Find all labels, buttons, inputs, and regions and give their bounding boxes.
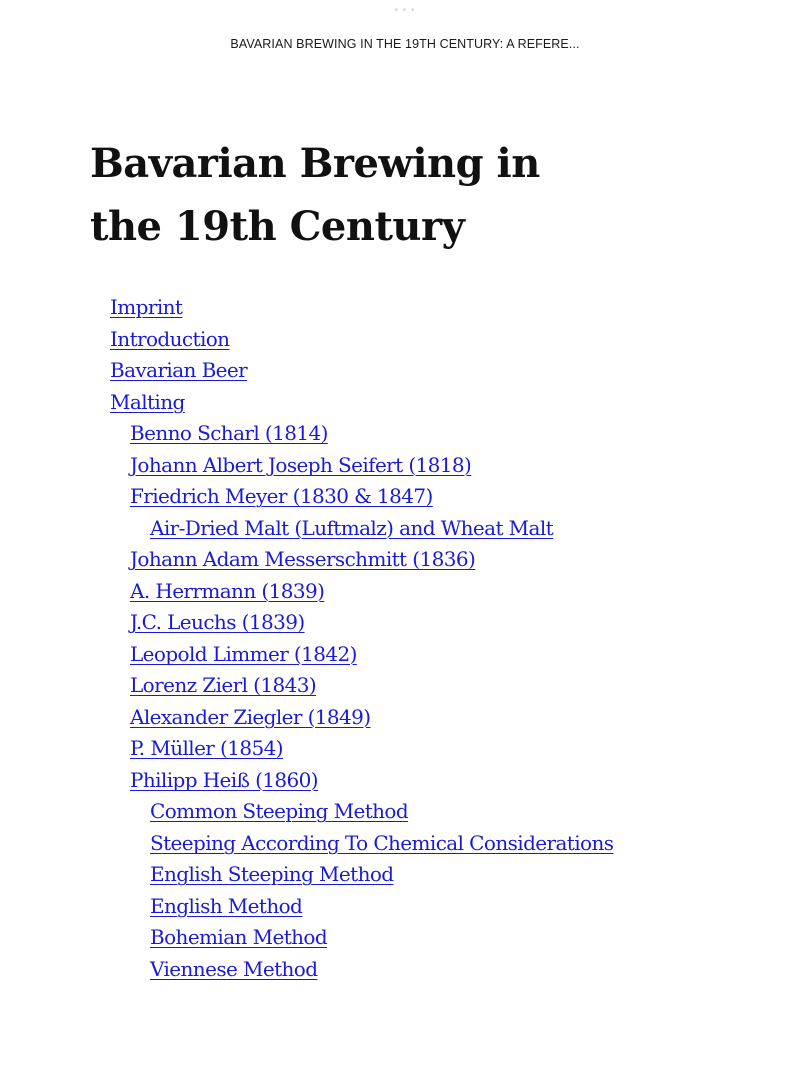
- toc-link-philipp-heiss[interactable]: Philipp Heiß (1860): [130, 767, 318, 792]
- toc-item: [0, 607, 810, 639]
- toc-item: [0, 670, 810, 702]
- toc-link-air-dried-malt[interactable]: Air-Dried Malt (Luftmalz) and Wheat Malt: [150, 515, 554, 540]
- book-title-line-1: Bavarian Brewing in: [90, 140, 540, 187]
- running-header: BAVARIAN BREWING IN THE 19TH CENTURY: A REFERE...: [230, 37, 580, 51]
- book-title-line-2: the 19th Century: [90, 203, 465, 250]
- toc-link-bohemian-method[interactable]: Bohemian Method: [150, 925, 328, 949]
- toc-link-jc-leuchs[interactable]: J.C. Leuchs (1839): [130, 610, 305, 634]
- toc-link-johann-adam-messerschmitt[interactable]: Johann Adam Messerschmitt (1836): [130, 547, 476, 571]
- toc-item: [0, 796, 810, 828]
- toc-link-a-herrmann[interactable]: A. Herrmann (1839): [130, 578, 325, 603]
- toc-link-introduction[interactable]: Introduction: [110, 326, 230, 351]
- toc-item: [0, 733, 810, 765]
- toc-item: [0, 544, 810, 576]
- toc-item: [0, 513, 810, 545]
- toc-item: [0, 576, 810, 608]
- toc-item: [0, 828, 810, 860]
- toc-item: [0, 450, 810, 482]
- toc-link-p-muller[interactable]: P. Müller (1854): [130, 736, 283, 760]
- toc-item: [0, 387, 810, 419]
- toc-link-english-steeping-method[interactable]: English Steeping Method: [150, 862, 394, 886]
- toc-link-alexander-ziegler[interactable]: Alexander Ziegler (1849): [130, 704, 371, 729]
- toc-link-friedrich-meyer[interactable]: Friedrich Meyer (1830 & 1847): [130, 484, 433, 508]
- toc-item: [0, 702, 810, 734]
- toc-link-leopold-limmer[interactable]: Leopold Limmer (1842): [130, 641, 357, 666]
- toc-item: [0, 859, 810, 891]
- toc-link-bavarian-beer[interactable]: Bavarian Beer: [110, 358, 248, 382]
- toc-link-johann-albert-joseph-seifert[interactable]: Johann Albert Joseph Seifert (1818): [130, 452, 472, 477]
- toc-item: [0, 765, 810, 797]
- toc-item: [0, 922, 810, 954]
- book-title: [90, 132, 550, 258]
- toc-link-viennese-method[interactable]: Viennese Method: [150, 956, 318, 981]
- toc-item: [0, 891, 810, 923]
- toc-link-common-steeping-method[interactable]: Common Steeping Method: [150, 799, 409, 823]
- toc-item: [0, 954, 810, 986]
- toc-link-malting[interactable]: Malting: [110, 389, 185, 414]
- toc-link-imprint[interactable]: Imprint: [110, 295, 183, 319]
- page-indicator-dots: • • •: [394, 5, 416, 16]
- toc-item: [0, 481, 810, 513]
- toc-link-lorenz-zierl[interactable]: Lorenz Zierl (1843): [130, 673, 317, 697]
- toc-item: [0, 292, 810, 324]
- toc-link-benno-scharl[interactable]: Benno Scharl (1814): [130, 421, 328, 445]
- table-of-contents: [0, 292, 810, 985]
- toc-item: [0, 355, 810, 387]
- toc-link-steeping-chemical-considerations[interactable]: Steeping According To Chemical Considerations: [150, 830, 614, 855]
- toc-item: [0, 418, 810, 450]
- toc-item: [0, 324, 810, 356]
- toc-item: [0, 639, 810, 671]
- toc-link-english-method[interactable]: English Method: [150, 893, 303, 918]
